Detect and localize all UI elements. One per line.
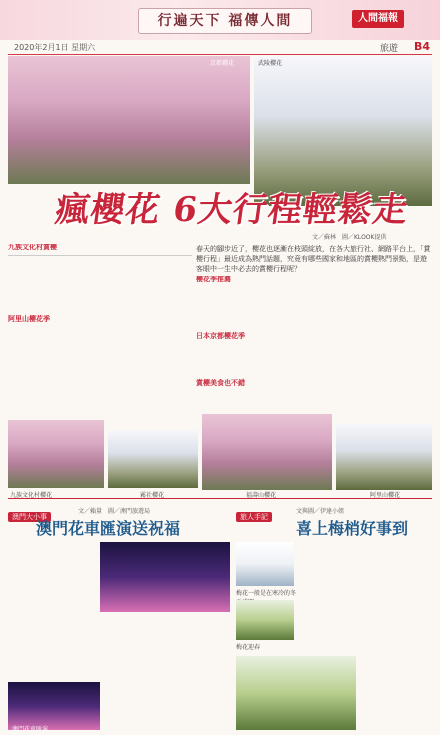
dateline bbox=[8, 40, 432, 55]
photo-caption: 九族文化村櫻花 bbox=[10, 492, 53, 499]
subheading: 阿里山櫻花季 bbox=[8, 315, 50, 323]
macau-headline: 澳門花車匯演送祝福 bbox=[36, 519, 181, 538]
photo-caption: 京都櫻花 bbox=[210, 60, 235, 67]
photo-caption: 武陵櫻花 bbox=[258, 60, 283, 67]
masthead-banner: 行遍天下 福傳人間 bbox=[138, 8, 312, 34]
article-body-left bbox=[8, 244, 192, 420]
photo-caption: 澳門花車匯演 bbox=[12, 726, 49, 733]
article-lead: 春天的腳步近了，櫻花也逐漸在枝頭綻放，在各大旅行社、網路平台上，「賞櫻行程」最近成為熱門話題，究竟有哪些國家和地區的賞櫻熱門景點，是遊客眼中一生中必去的賞櫻行程呢？ bbox=[196, 245, 431, 273]
cherry-blossom-photo-left bbox=[8, 56, 250, 184]
macau-author: 文／賴量 圖／澳門旅遊局 bbox=[78, 508, 151, 515]
article-body-right bbox=[196, 276, 432, 426]
subheading: 賞櫻美食也不錯 bbox=[196, 379, 245, 387]
tag-macau: 澳門大小事 bbox=[8, 504, 51, 523]
newspaper-logo: 人間福報 bbox=[352, 10, 404, 28]
plum-photo-mid bbox=[236, 600, 294, 640]
subheading: 櫻花季推薦 bbox=[196, 276, 231, 283]
plum-author: 文與圖／伊達小姐 bbox=[296, 508, 345, 515]
subheading: 日本京都櫻花季 bbox=[196, 332, 245, 340]
macau-float-photo bbox=[100, 542, 230, 612]
photo-alishan bbox=[336, 424, 432, 490]
macau-body-right bbox=[100, 614, 230, 730]
photo-caption: 阿里山櫻花 bbox=[370, 492, 401, 499]
photo-caption: 梅花迎春 bbox=[236, 644, 261, 651]
plum-photo-bottom bbox=[236, 656, 356, 730]
plum-body-end bbox=[360, 656, 432, 730]
section-label: 旅遊 bbox=[379, 44, 398, 54]
photo-fushoushan bbox=[202, 414, 332, 490]
macau-parade-photo bbox=[8, 682, 100, 730]
article-headline: 瘋櫻花 6大行程輕鬆走 bbox=[52, 190, 411, 230]
page-number: B4 bbox=[413, 40, 430, 53]
photo-wushe bbox=[108, 430, 198, 488]
plum-body bbox=[298, 542, 432, 652]
photo-caption: 霧社櫻花 bbox=[140, 492, 165, 499]
photo-jiuzu bbox=[8, 420, 104, 488]
photo-caption: 福壽山櫻花 bbox=[246, 492, 277, 499]
plum-photo-top bbox=[236, 542, 294, 586]
plum-headline: 喜上梅梢好事到 bbox=[296, 519, 409, 538]
photo-caption: 梅花一般是在寒冷的冬 bbox=[236, 590, 297, 597]
macau-body-left bbox=[8, 542, 92, 680]
section-divider bbox=[8, 498, 432, 499]
tag-traveler: 旅人手記 bbox=[236, 504, 272, 523]
article-byline: 文／蘇林 圖／KLOOK提供 bbox=[312, 234, 387, 241]
issue-date: 2020年2月1日 星期六 bbox=[14, 43, 96, 52]
subheading: 九族文化村賞櫻 bbox=[8, 244, 57, 251]
